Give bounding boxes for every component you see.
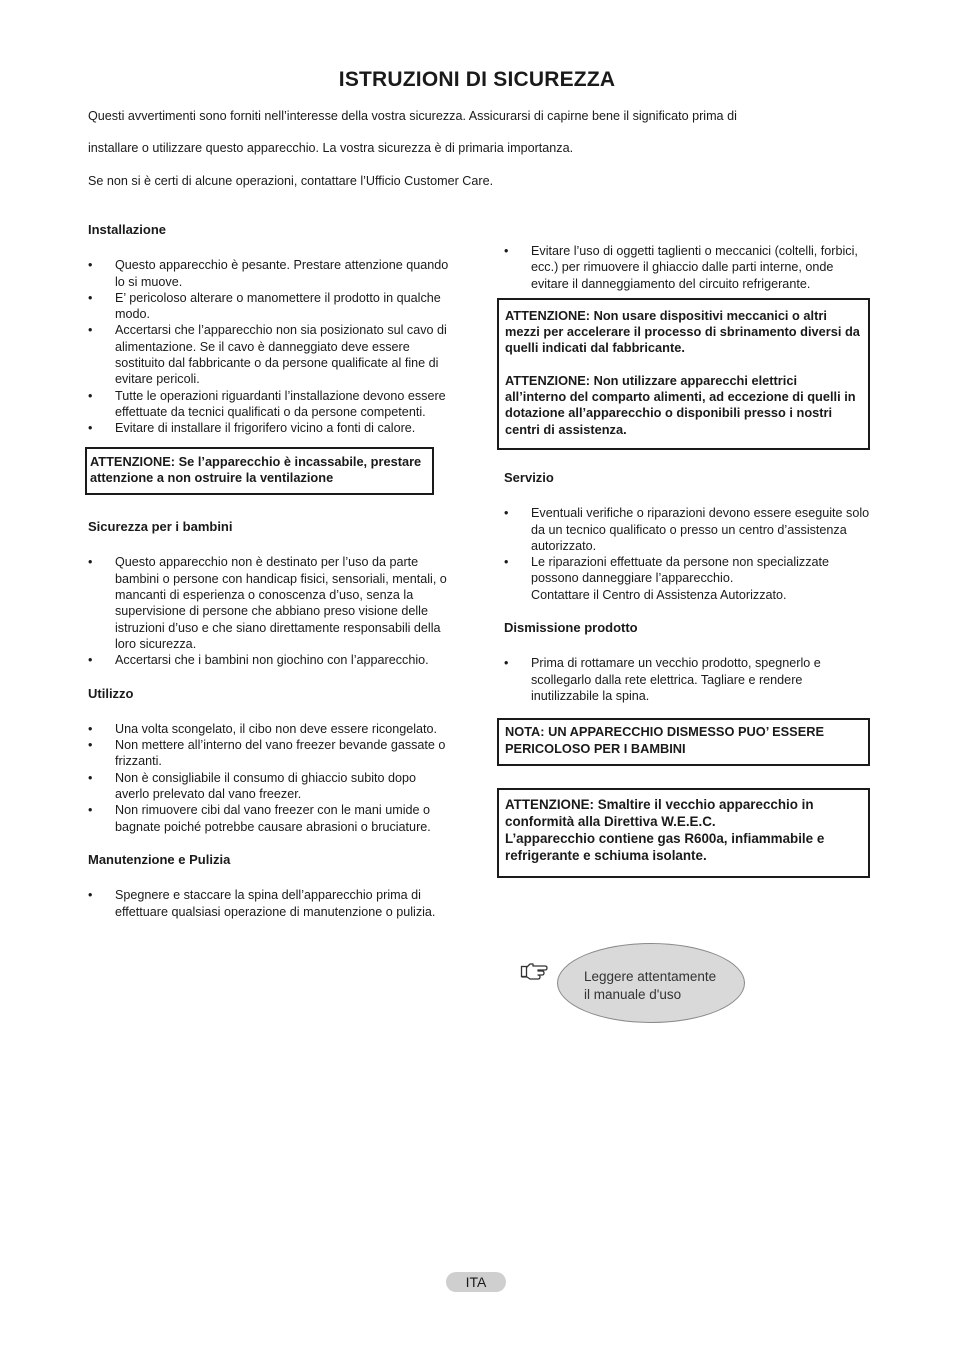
- section-heading-bambini: Sicurezza per i bambini: [88, 519, 233, 535]
- page-title: ISTRUZIONI DI SICUREZZA: [338, 68, 616, 91]
- weee-text-2: L’apparecchio contiene gas R600a, infiammabile e refrigerante e schiuma isolante.: [505, 830, 825, 863]
- utilizzo-list: [88, 721, 450, 835]
- warning-apparecchi-elettrici-text: ATTENZIONE: Non utilizzare apparecchi elettrici all’interno del comparto alimenti, ad eccezione di quelli in dotazione all’apparecchio o disponibili presso i nostri centri di assistenza.: [505, 372, 856, 437]
- warning-sbrinamento-text: ATTENZIONE: Non usare dispositivi meccanici o altri mezzi per accelerare il processo di sbrinamento diversi da quelli indicati dal fabbricante.: [505, 307, 860, 356]
- intro-line-1: Questi avvertimenti sono forniti nell’interesse della vostra sicurezza. Assicurarsi di capirne bene il significato prima di: [88, 109, 737, 123]
- warning-box-incassabile: ATTENZIONE: Se l’apparecchio è incassabile, prestare attenzione a non ostruire la ventilazione: [85, 447, 434, 496]
- list-item: • Questo apparecchio non è destinato per l’uso da parte bambini o persone con handicap fisici, sensoriali, mentali, o mancanti di esperienza o conoscenza d’uso, senza la supervisione di persone che abbiano preso visione delle istruzioni d’uso e che siano direttamente responsabili della loro sicurezza.: [88, 554, 450, 652]
- installazione-list: [88, 257, 450, 436]
- manutenzione-list: [88, 887, 450, 920]
- warning-box-sbrinamento: [497, 298, 870, 450]
- section-heading-utilizzo: Utilizzo: [88, 685, 134, 701]
- list-item: • Spegnere e staccare la spina dell’apparecchio prima di effettuare qualsiasi operazione di manutenzione o pulizia.: [88, 887, 450, 920]
- weee-warning-box: [497, 788, 870, 878]
- list-item: • Accertarsi che i bambini non giochino con l’apparecchio.: [88, 652, 450, 668]
- left-column: [88, 222, 450, 920]
- servizio-list: [504, 505, 870, 586]
- list-item: • E’ pericoloso alterare o manomettere il prodotto in qualche modo.: [88, 290, 450, 323]
- intro-line-2: installare o utilizzare questo apparecchio. La vostra sicurezza è di primaria importanza.: [88, 141, 574, 155]
- section-heading-installazione: Installazione: [88, 222, 167, 237]
- list-item: • Questo apparecchio è pesante. Prestare attenzione quando lo si muove.: [88, 257, 450, 290]
- list-item: • Evitare di installare il frigorifero vicino a fonti di calore.: [88, 420, 450, 436]
- list-item: • Non rimuovere cibi dal vano freezer con le mani umide o bagnate poiché potrebbe causare abrasioni o bruciature.: [88, 802, 450, 835]
- read-manual-callout: [557, 943, 745, 1023]
- section-heading-servizio: Servizio: [504, 469, 554, 485]
- list-item: • Accertarsi che l’apparecchio non sia posizionato sul cavo di alimentazione. Se il cavo è danneggiato deve essere sostituito dal fabbricante o da persone qualificate al fine di evitare pericoli.: [88, 322, 450, 387]
- dismissione-list: [504, 655, 870, 704]
- list-item: • Non mettere all’interno del vano freezer bevande gassate o frizzanti.: [88, 737, 450, 770]
- list-item: • Le riparazioni effettuate da persone non specializzate possono danneggiare l’apparecchio.: [504, 554, 870, 587]
- section-heading-dismissione: Dismissione prodotto: [504, 620, 638, 636]
- callout-line-2: il manuale d'uso: [584, 986, 682, 1002]
- servizio-contact: Contattare il Centro di Assistenza Autorizzato.: [531, 587, 787, 602]
- page-language-badge: ITA: [446, 1272, 506, 1292]
- intro-line-3: Se non si è certi di alcune operazioni, contattare l’Ufficio Customer Care.: [88, 174, 494, 188]
- list-item: • Prima di rottamare un vecchio prodotto, spegnerlo e scollegarlo dalla rete elettrica. Tagliare e rendere inutilizzabile la spina.: [504, 655, 870, 704]
- list-item: • Non è consigliabile il consumo di ghiaccio subito dopo averlo prelevato dal vano freezer.: [88, 770, 450, 803]
- nota-box: NOTA: UN APPARECCHIO DISMESSO PUO’ ESSERE PERICOLOSO PER I BAMBINI: [497, 718, 870, 766]
- section-heading-manutenzione: Manutenzione e Pulizia: [88, 851, 231, 867]
- callout-line-1: Leggere attentamente: [584, 969, 717, 984]
- weee-text-1: ATTENZIONE: Smaltire il vecchio apparecchio in conformità alla Direttiva W.E.E.C.: [505, 796, 814, 829]
- list-item: • Eventuali verifiche o riparazioni devono essere eseguite solo da un tecnico qualificato o presso un centro d’assistenza autorizzato.: [504, 505, 870, 554]
- list-item: • Tutte le operazioni riguardanti l’installazione devono essere effettuate da tecnici qualificati o da persone competenti.: [88, 388, 450, 421]
- ghiaccio-list: [504, 243, 870, 292]
- right-column: [504, 243, 870, 878]
- list-item: • Una volta scongelato, il cibo non deve essere ricongelato.: [88, 721, 450, 737]
- pointing-hand-icon: [520, 962, 550, 980]
- bambini-list: [88, 554, 450, 668]
- list-item: • Evitare l’uso di oggetti taglienti o meccanici (coltelli, forbici, ecc.) per rimuovere il ghiaccio dalle parti interne, onde evitare il danneggiamento del circuito refrigerante.: [504, 243, 870, 292]
